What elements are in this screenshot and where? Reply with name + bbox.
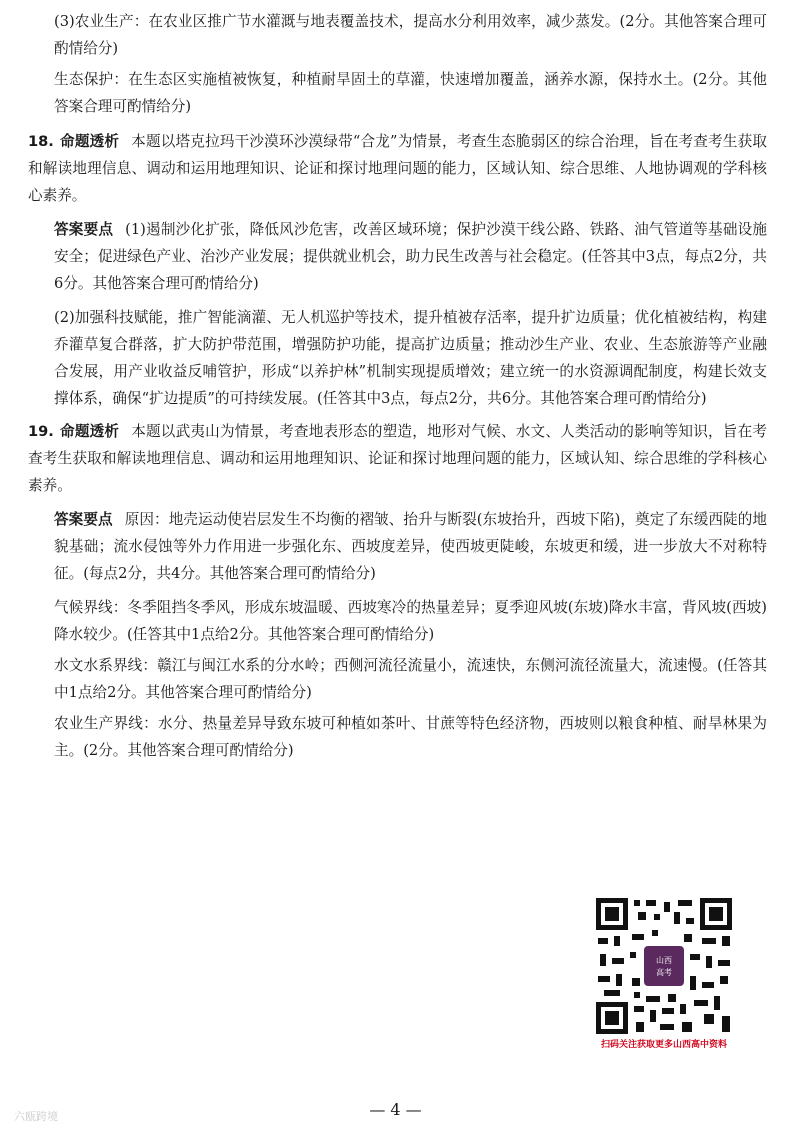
qr-logo-text-bottom: 高考 [656,968,672,977]
q17-eco-answer: 生态保护：在生态区实施植被恢复，种植耐旱固土的草灌，快速增加覆盖，涵养水源，保持水土。(2分。其他答案合理可酌情给分) [54,71,767,115]
q19-analysis-text: 本题以武夷山为情景，考查地表形态的塑造，地形对气候、水文、人类活动的影响等知识，旨在考查考生获取和解读地理信息、调动和运用地理知识、论证和探讨地理问题的能力，区域认知、综合思维的学科核心素养。 [28,423,767,494]
q19-climate: 气候界线：冬季阻挡冬季风，形成东坡温暖、西坡寒冷的热量差异；夏季迎风坡(东坡)降水丰富，背风坡(西坡)降水较少。(任答其中1点给2分。其他答案合理可酌情给分) [54,599,767,643]
q18-answer-1-text: (1)遏制沙化扩张，降低风沙危害，改善区域环境；保护沙漠干线公路、铁路、油气管道等基础设施安全；促进绿色产业、治沙产业发展；提供就业机会，助力民生改善与社会稳定。(任答其中3点，每点2分，共6分。其他答案合理可酌情给分) [54,221,767,292]
q19-number: 19. [28,423,54,440]
q19-analysis [28,418,767,499]
q19-answer-1 [54,506,767,587]
page-number: — 4 — [369,1100,422,1119]
q18-answer-1 [54,216,767,297]
q18-answer-label: 答案要点 [54,221,114,238]
qr-caption: 扫码关注获取更多山西高中资料 [600,1040,727,1050]
q19-answer-label: 答案要点 [54,511,113,528]
q18-analysis-text: 本题以塔克拉玛干沙漠环沙漠绿带“合龙”为情景，考查生态脆弱区的综合治理，旨在考查考生获取和解读地理信息、调动和运用地理知识、论证和探讨地理问题的能力，区域认知、综合思维、人地协调观的学科核心素养。 [28,133,767,204]
q19-answer-1-text: 原因：地壳运动使岩层发生不均衡的褶皱、抬升与断裂(东坡抬升，西坡下陷)，奠定了东缓西陡的地貌基础；流水侵蚀等外力作用进一步强化东、西坡度差异，使西坡更陡峻，东坡更和缓，进一步放大不对称特征。(每点2分，共4分。其他答案合理可酌情给分) [54,511,767,582]
qr-logo-badge [644,946,684,986]
q17-agri-answer: (3)农业生产：在农业区推广节水灌溉与地表覆盖技术，提高水分利用效率，减少蒸发。(2分。其他答案合理可酌情给分) [54,13,767,57]
watermark-text: 六瓯跨境 [14,1110,58,1123]
q18-number: 18. [28,133,54,150]
q19-agri: 农业生产界线：水分、热量差异导致东坡可种植如茶叶、甘蔗等特色经济物，西坡则以粮食种植、耐旱林果为主。(2分。其他答案合理可酌情给分) [54,715,767,759]
qr-logo-text-top: 山西 [656,956,672,965]
q19-hydro: 水文水系界线：赣江与闽江水系的分水岭；西侧河流径流量小，流速快，东侧河流径流量大，流速慢。(任答其中1点给2分。其他答案合理可酌情给分) [54,657,767,701]
q18-answer-2: (2)加强科技赋能，推广智能滴灌、无人机巡护等技术，提升植被存活率，提升扩边质量；优化植被结构，构建乔灌草复合群落，扩大防护带范围，增强防护功能，提高扩边质量；推动沙生产业、农业、生态旅游等产业融合发展，用产业收益反哺管护，形成“以养护林”机制实现提质增效；建立统一的水资源调配制度，构建长效支撑体系，确保“扩边提质”的可持续发展。(任答其中3点，每点2分，共6分。其他答案合理可酌情给分) [54,309,767,407]
q19-analysis-label: 命题透析 [59,423,120,440]
qr-code-icon[interactable] [594,896,734,1036]
q18-analysis [28,128,767,209]
q18-analysis-label: 命题透析 [59,133,120,150]
